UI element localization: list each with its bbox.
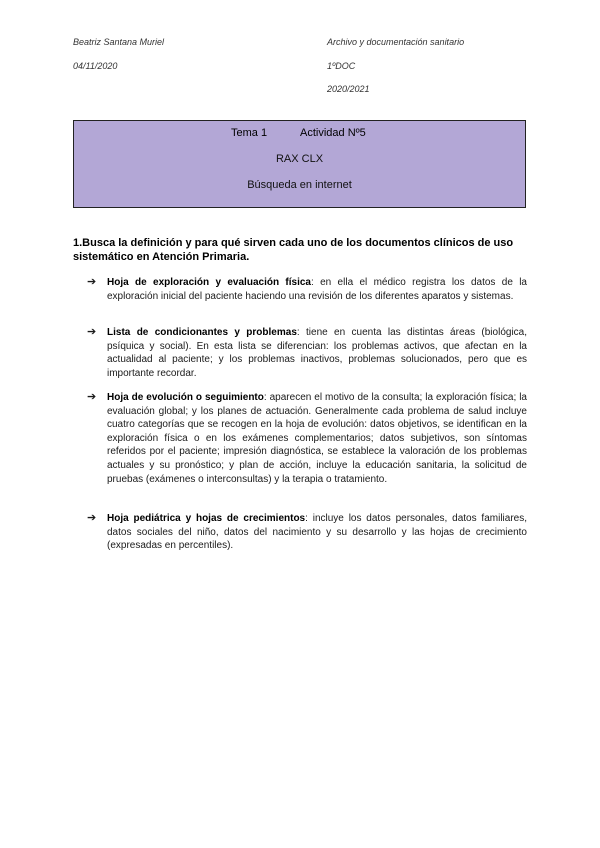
arrow-icon: ➔ <box>87 276 97 288</box>
arrow-icon: ➔ <box>87 512 97 524</box>
title-topic: Búsqueda en internet <box>247 179 352 191</box>
arrow-icon: ➔ <box>87 326 97 338</box>
list-item <box>87 326 527 380</box>
header-course: 1ºDOC <box>327 61 356 71</box>
item-text: : en ella el médico registra los datos de la exploración inicial del paciente haciendo una revisión de los diferentes aparatos y sistemas. <box>107 277 527 302</box>
question-heading: 1.Busca la definición y para qué sirven cada uno de los documentos clínicos de uso sistemático en Atención Primaria. <box>73 237 514 263</box>
item-text: : aparecen el motivo de la consulta; la exploración física; la evaluación global; y los planes de actuación. Generalmente cada problema de salud incluye cuatro categorías que se recogen en la hoja de evolución: datos objetivos, se identifican en la exploración física o en los exámenes complementarios; datos subjetivos, son síntomas referidos por el paciente; impresión diagnóstica, se establece la valoración de los problemas actuales y su pronóstico; y plan de acción, incluye la educación sanitaria, la solicitud de pruebas (exámenes o interconsultas) y la terapia o tratamiento. <box>107 392 527 485</box>
list-item <box>87 276 527 303</box>
list-item <box>87 391 527 486</box>
item-term: Lista de condicionantes y problemas <box>107 327 297 338</box>
header-year: 2020/2021 <box>327 84 370 94</box>
arrow-icon: ➔ <box>87 391 97 403</box>
header-date: 04/11/2020 <box>73 61 118 71</box>
header-subject: Archivo y documentación sanitario <box>327 37 465 47</box>
item-term: Hoja pediátrica y hojas de crecimientos <box>107 513 306 524</box>
item-text: : tiene en cuenta las distintas áreas (biológica, psíquica y social). En esta lista se diferencian: los problemas activos, que afectan en la actualidad al paciente; y los problemas inactivos, problemas solucionados, pero que es importante recordar. <box>107 327 527 379</box>
list-item <box>87 512 527 553</box>
title-tema: Tema 1 <box>231 127 268 139</box>
title-code: RAX CLX <box>275 153 324 165</box>
item-term: Hoja de exploración y evaluación física <box>107 277 311 288</box>
header-author: Beatriz Santana Muriel <box>73 37 165 47</box>
item-text: : incluye los datos personales, datos familiares, datos sociales del niño, datos del nacimiento y su desarrollo y las hojas de crecimiento (expresadas en percentiles). <box>107 513 527 552</box>
title-box <box>73 120 526 208</box>
item-term: Hoja de evolución o seguimiento <box>107 392 264 403</box>
title-actividad: Actividad Nº5 <box>300 127 366 139</box>
